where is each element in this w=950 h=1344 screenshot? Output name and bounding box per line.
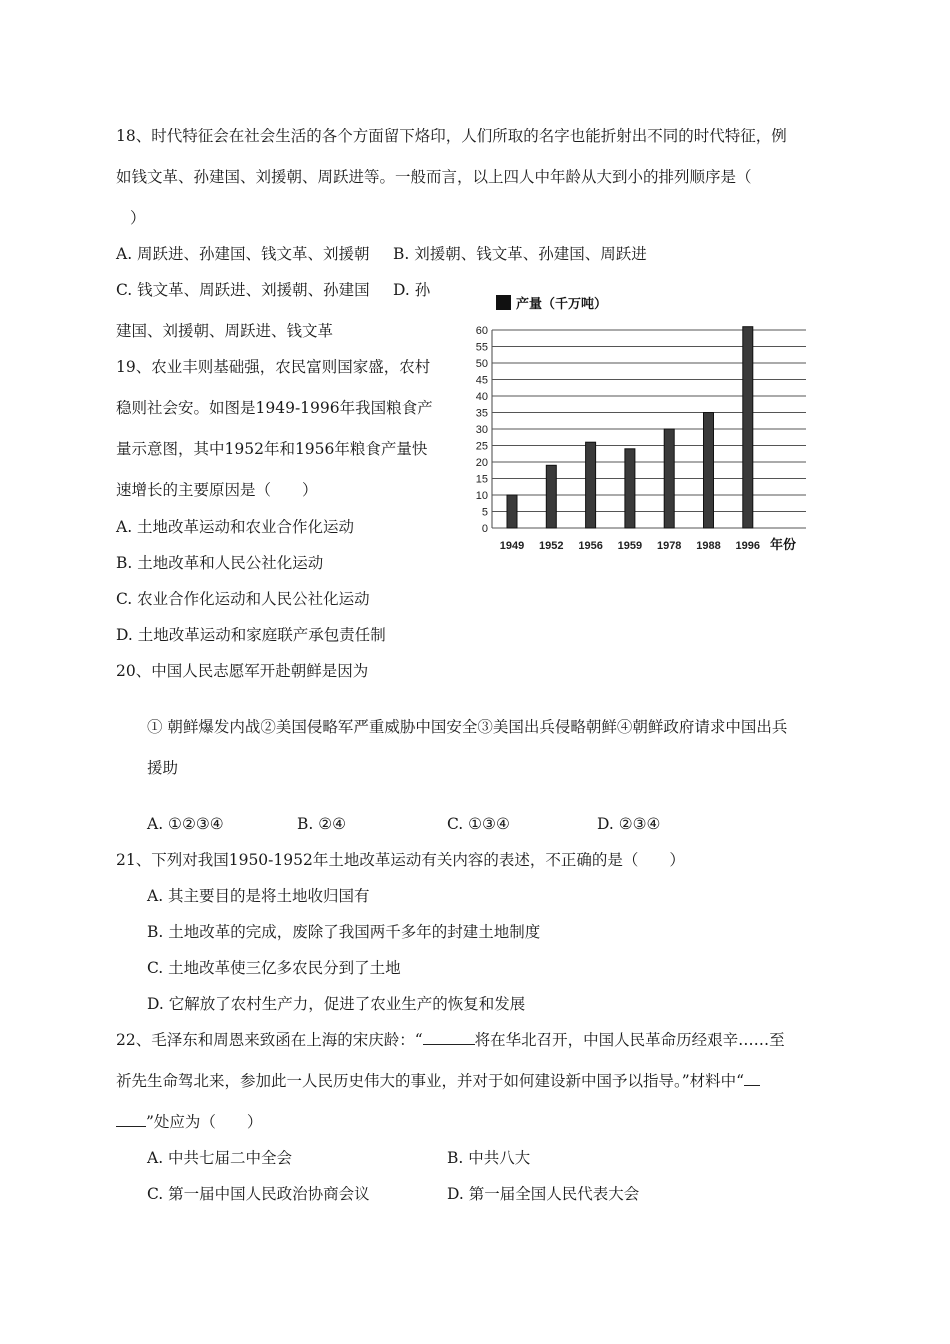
x-tick-label: 1956	[578, 540, 603, 552]
q20-option-a: A. ①②③④	[147, 815, 224, 833]
q20-items-line2: 援助	[147, 759, 179, 777]
y-tick-label: 0	[481, 523, 488, 535]
q19-stem-line4: 速增长的主要原因是（ ）	[116, 481, 318, 499]
x-tick-label: 1952	[539, 540, 564, 552]
q19-stem-line1: 19、农业丰则基础强，农民富则国家盛，农村	[116, 358, 431, 376]
x-tick-label: 1949	[499, 540, 525, 552]
x-tick-label: 1988	[696, 540, 721, 552]
bar-1996	[743, 327, 753, 528]
q22-stem-line1	[116, 1030, 785, 1050]
q22-stem-line1-start: 22、毛泽东和周恩来致函在上海的宋庆龄：“	[116, 1031, 423, 1049]
q22-blank	[423, 1030, 475, 1045]
q18-stem-line1: 18、时代特征会在社会生活的各个方面留下烙印，人们所取的名字也能折射出不同的时代特征，例	[116, 127, 787, 145]
q18-option-d: D. 孙	[393, 281, 431, 299]
y-tick-label: 55	[475, 341, 488, 354]
q22-option-c: C. 第一届中国人民政治协商会议	[147, 1185, 370, 1203]
q21-option-b: B. 土地改革的完成，废除了我国两千多年的封建土地制度	[147, 923, 541, 941]
q20-option-d: D. ②③④	[597, 815, 661, 833]
chart-y-ticks	[476, 325, 488, 535]
x-tick-label: 1996	[735, 540, 761, 552]
y-tick-label: 15	[475, 473, 488, 486]
bar-1978	[664, 429, 674, 528]
y-tick-label: 35	[475, 407, 488, 420]
q22-stem-line3	[116, 1112, 262, 1132]
bar-1949	[507, 495, 517, 528]
y-tick-label: 45	[475, 374, 488, 387]
q21-stem: 21、下列对我国1950-1952年土地改革运动有关内容的表述，不正确的是（ ）	[116, 851, 685, 869]
q22-blank-start	[744, 1071, 760, 1086]
legend-label: 产量（千万吨）	[516, 296, 608, 311]
q20-items-line1: ① 朝鲜爆发内战②美国侵略军严重威胁中国安全③美国出兵侵略朝鲜④朝鲜政府请求中国出兵	[147, 718, 788, 736]
q21-option-c: C. 土地改革使三亿多农民分到了土地	[147, 959, 401, 977]
grain-production-chart	[470, 288, 820, 560]
q18-stem-line3: ）	[130, 209, 146, 227]
q22-option-b: B. 中共八大	[447, 1149, 531, 1167]
q21-option-d: D. 它解放了农村生产力，促进了农业生产的恢复和发展	[147, 995, 526, 1013]
y-tick-label: 30	[475, 424, 488, 436]
x-tick-label: 1978	[656, 540, 682, 552]
q18-option-d-continued: 建国、刘援朝、周跃进、钱文革	[116, 322, 334, 340]
q19-stem-line2: 稳则社会安。如图是1949-1996年我国粮食产	[116, 399, 433, 417]
q22-blank-end	[116, 1112, 146, 1127]
q22-option-a: A. 中共七届二中全会	[147, 1149, 293, 1167]
y-tick-label: 25	[475, 440, 488, 453]
y-tick-label: 50	[475, 358, 488, 370]
x-tick-label: 1959	[617, 540, 643, 552]
chart-x-ticks	[500, 540, 760, 552]
bar-1988	[704, 413, 714, 529]
bar-1956	[586, 442, 596, 528]
q19-option-c: C. 农业合作化运动和人民公社化运动	[116, 590, 370, 608]
legend-swatch	[496, 295, 511, 310]
q18-option-a: A. 周跃进、孙建国、钱文革、刘援朝	[116, 245, 370, 263]
q19-option-b: B. 土地改革和人民公社化运动	[116, 554, 324, 572]
q19-option-d: D. 土地改革运动和家庭联产承包责任制	[116, 626, 386, 644]
q20-option-c: C. ①③④	[447, 815, 510, 833]
q22-stem-line2-text: 祈先生命驾北来，参加此一人民历史伟大的事业，并对于如何建设新中国予以指导。”材料中“	[116, 1072, 745, 1090]
q22-stem-line2	[116, 1071, 760, 1091]
q18-option-c: C. 钱文革、周跃进、刘援朝、孙建国	[116, 281, 370, 299]
q22-option-d: D. 第一届全国人民代表大会	[447, 1185, 640, 1203]
q19-stem-line3: 量示意图，其中1952年和1956年粮食产量快	[116, 440, 428, 458]
q21-option-a: A. 其主要目的是将土地收归国有	[147, 887, 370, 905]
chart-bars	[507, 327, 753, 528]
y-tick-label: 20	[475, 457, 488, 469]
q22-stem-line3-text: ”处应为（ ）	[146, 1113, 263, 1131]
q18-stem-line2: 如钱文革、孙建国、刘援朝、周跃进等。一般而言，以上四人中年龄从大到小的排列顺序是（	[116, 168, 752, 186]
q20-option-b: B. ②④	[297, 815, 347, 833]
y-tick-label: 40	[475, 391, 488, 403]
chart-gridlines	[492, 330, 806, 528]
y-tick-label: 60	[475, 325, 488, 337]
bar-1959	[625, 449, 635, 528]
q22-stem-line1-end: 将在华北召开，中国人民革命历经艰辛……至	[474, 1031, 785, 1049]
q20-stem: 20、中国人民志愿军开赴朝鲜是因为	[116, 662, 369, 680]
q18-option-b: B. 刘援朝、钱文革、孙建国、周跃进	[393, 245, 647, 263]
bar-1952	[546, 465, 556, 528]
q19-option-a: A. 土地改革运动和农业合作化运动	[116, 518, 355, 536]
x-axis-label: 年份	[770, 537, 797, 552]
y-tick-label: 10	[475, 490, 488, 502]
y-tick-label: 5	[481, 506, 488, 519]
